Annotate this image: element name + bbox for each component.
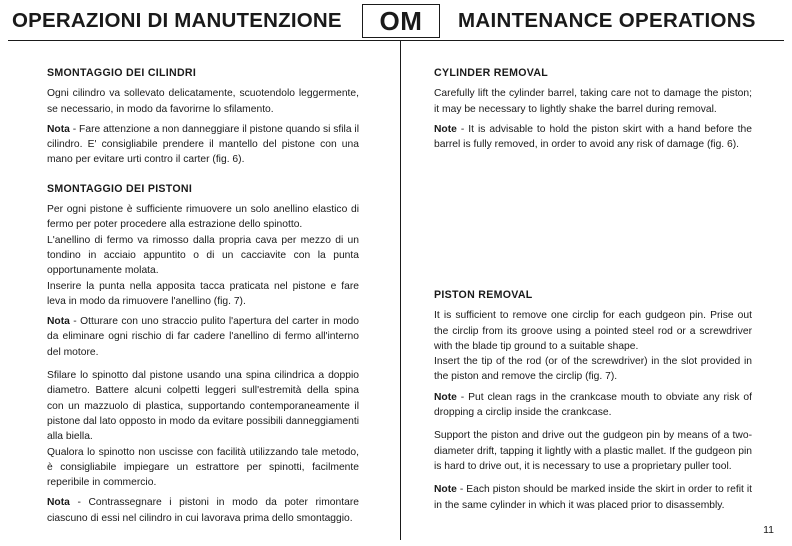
note-label: Note bbox=[434, 123, 457, 135]
note-paragraph bbox=[47, 314, 359, 360]
note-paragraph bbox=[434, 482, 752, 513]
note-text: - Otturare con uno straccio pulito l'apertura del carter in modo da eliminare ogni rischio di far cadere l'anellino di fermo all'interno del motore. bbox=[47, 316, 359, 358]
paragraph: L'anellino di fermo va rimosso dalla propria cava per mezzo di un tondino in acciaio appuntito o di un cacciavite con la punta opportunamente molata. bbox=[47, 234, 359, 277]
section-cylinder-removal-it bbox=[47, 66, 359, 168]
section-heading: CYLINDER REMOVAL bbox=[434, 67, 549, 79]
note-label: Nota bbox=[47, 497, 70, 509]
section-heading: SMONTAGGIO DEI PISTONI bbox=[47, 182, 193, 195]
paragraph: Qualora lo spinotto non uscisse con facilità utilizzando tale metodo, è consigliabile impiegare un estrattore per spinotti, facilmente reperibile in commercio. bbox=[47, 446, 359, 489]
note-text: - Each piston should be marked inside the skirt in order to refit it in the same cylinder in which it was placed prior to disassembly. bbox=[434, 484, 752, 511]
note-label: Note bbox=[434, 484, 457, 496]
paragraph: Carefully lift the cylinder barrel, taking care not to damage the piston; it may be necessary to lightly shake the barrel during removal. bbox=[434, 88, 752, 115]
paragraph: Ogni cilindro va sollevato delicatamente, scuotendolo leggermente, se necessario, in modo da favorirne lo sfilamento. bbox=[47, 88, 359, 115]
note-text: - Contrassegnare i pistoni in modo da poter rimontare ciascuno di essi nel cilindro in cui lavorava prima dello smontaggio. bbox=[47, 497, 359, 524]
paragraph: Insert the tip of the rod (or of the screwdriver) in the slot provided in the piston and remove the circlip (fig. 7). bbox=[434, 356, 752, 383]
section-piston-removal-it bbox=[47, 182, 359, 526]
italian-column bbox=[47, 66, 359, 540]
note-paragraph bbox=[47, 122, 359, 168]
note-text: - Put clean rags in the crankcase mouth to obviate any risk of dropping a circlip inside the crankcase. bbox=[434, 391, 752, 419]
page-title-english: MAINTENANCE OPERATIONS bbox=[458, 9, 756, 32]
section-code-badge bbox=[362, 4, 440, 38]
section-code: OM bbox=[379, 5, 423, 36]
paragraph: Sfilare lo spinotto dal pistone usando una spina cilindrica a doppio diametro. Battere alcuni colpetti leggeri sull'estremità della spina con un mazzuolo di plastica, supportando contemporaneamente il pistone dal lato opposto in modo da evitare possibili danneggiamenti alla biella. bbox=[47, 370, 359, 443]
section-heading: SMONTAGGIO DEI CILINDRI bbox=[47, 67, 197, 79]
note-text: - Fare attenzione a non danneggiare il pistone quando si sfila il cilindro. E' consigliabile prendere il mantello del pistone con una mano per evitare urti contro il carter (fig. 6). bbox=[47, 123, 359, 166]
note-paragraph bbox=[434, 122, 752, 153]
paragraph: Per ogni pistone è sufficiente rimuovere un solo anellino elastico di fermo per poter procedere alla estrazione dello spinotto. bbox=[47, 204, 359, 231]
column-divider bbox=[400, 40, 401, 540]
note-paragraph bbox=[47, 495, 359, 526]
page-title-italian: OPERAZIONI DI MANUTENZIONE bbox=[12, 9, 342, 32]
note-label: Nota bbox=[47, 123, 70, 135]
page-number: 11 bbox=[763, 524, 774, 536]
section-heading: PISTON REMOVAL bbox=[434, 289, 533, 301]
paragraph: Support the piston and drive out the gudgeon pin by means of a two-diameter drift, tapping it lightly with a plastic mallet. If the gudgeon pin is hard to drive out, it is necessary to use a proprietary puller tool. bbox=[434, 430, 752, 472]
english-column-top bbox=[434, 66, 752, 166]
section-cylinder-removal-en bbox=[434, 66, 752, 152]
paragraph: It is sufficient to remove one circlip for each gudgeon pin. Prise out the circlip from its groove using a pointed steel rod or a screwdriver with the blade tip ground to a suitable shape. bbox=[434, 310, 752, 352]
header-rule bbox=[8, 40, 784, 41]
section-piston-removal-en bbox=[434, 288, 752, 513]
note-paragraph bbox=[434, 390, 752, 421]
paragraph: Inserire la punta nella apposita tacca praticata nel pistone e fare leva in modo da rimuovere l'anellino (fig. 7). bbox=[47, 280, 359, 307]
note-label: Note bbox=[434, 391, 457, 403]
note-label: Nota bbox=[47, 316, 70, 328]
note-text: - It is advisable to hold the piston skirt with a hand before the barrel is fully removed, in order to avoid any risk of damage (fig. 6). bbox=[434, 123, 752, 151]
